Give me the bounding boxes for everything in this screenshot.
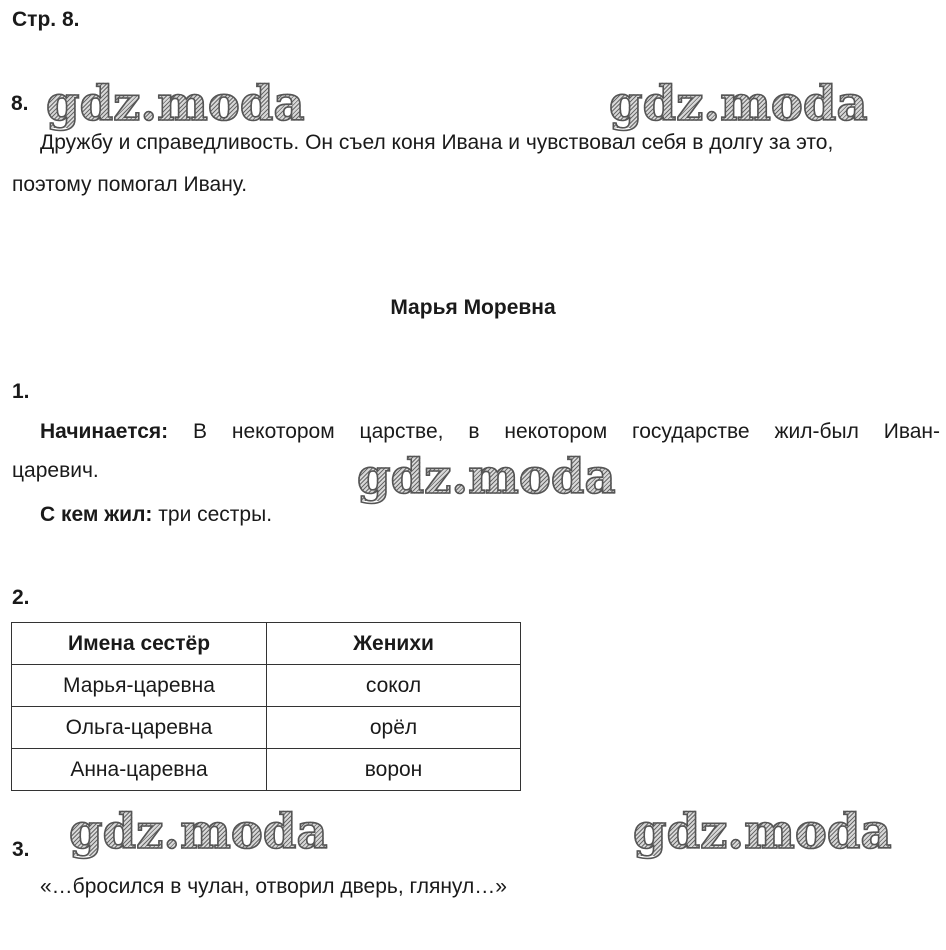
question-number: 8.	[11, 92, 29, 115]
lived-line	[40, 494, 272, 536]
quote-line: «…бросился в чулан, отворил дверь, глянул…»	[40, 875, 507, 898]
table-row	[12, 749, 521, 791]
page-reference: Стр. 8.	[12, 8, 80, 31]
lived-text: три сестры.	[158, 503, 273, 526]
begins-label: Начинается:	[40, 420, 169, 443]
watermark-logo: gdz.moda	[357, 449, 616, 505]
table-cell: сокол	[267, 665, 521, 707]
table-header: Женихи	[267, 623, 521, 665]
table-cell: Марья-царевна	[12, 665, 267, 707]
begins-line	[40, 411, 940, 453]
question-number: 3.	[12, 838, 30, 861]
table-cell: ворон	[267, 749, 521, 791]
table-header: Имена сестёр	[12, 623, 267, 665]
watermark-logo: gdz.moda	[46, 76, 305, 132]
lived-label: С кем жил:	[40, 503, 153, 526]
table-row	[12, 707, 521, 749]
answer-line: Дружбу и справедливость. Он съел коня Ивана и чувствовал себя в долгу за это,	[40, 131, 834, 154]
question-number: 2.	[12, 586, 30, 609]
begins-continuation: царевич.	[12, 459, 99, 482]
table-cell: орёл	[267, 707, 521, 749]
table-row	[12, 665, 521, 707]
table-cell: Ольга-царевна	[12, 707, 267, 749]
question-number: 1.	[12, 380, 30, 403]
section-title: Марья Моревна	[390, 296, 556, 319]
answer-line: поэтому помогал Ивану.	[12, 173, 248, 196]
watermark-logo: gdz.moda	[69, 804, 328, 860]
table-header-row	[12, 623, 521, 665]
table-cell: Анна-царевна	[12, 749, 267, 791]
begins-text: В некотором царстве, в некотором государстве жил-был Иван-	[193, 420, 941, 443]
sisters-table	[11, 622, 521, 791]
watermark-logo: gdz.moda	[633, 804, 892, 860]
watermark-logo: gdz.moda	[609, 76, 868, 132]
